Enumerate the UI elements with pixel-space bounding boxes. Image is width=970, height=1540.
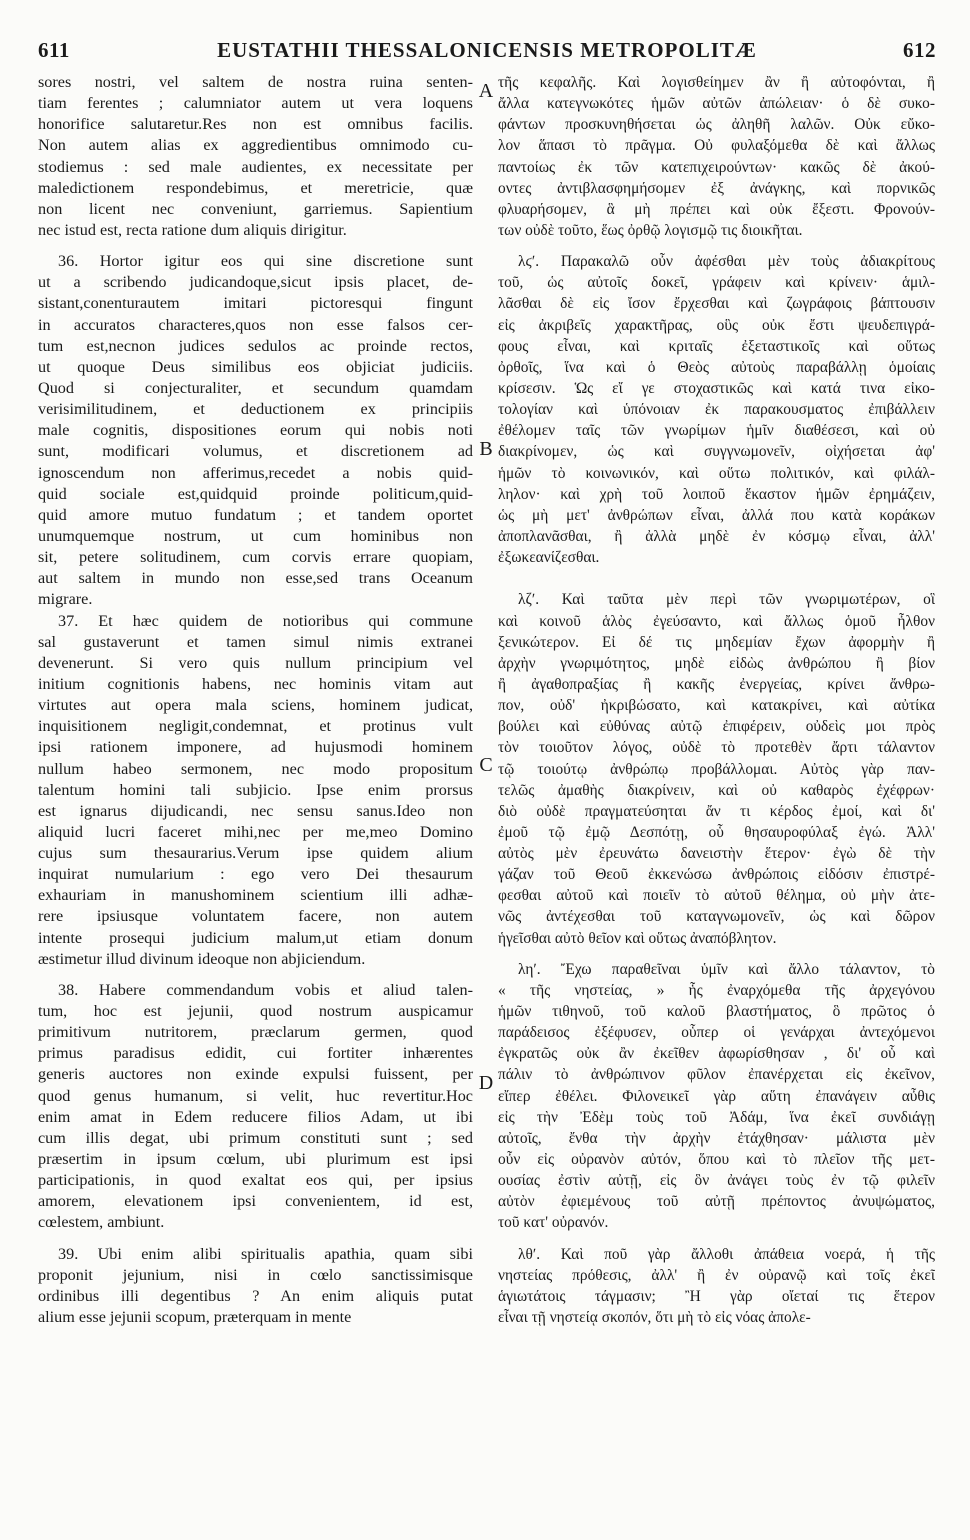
text-line: φάντων προσκυνηθήσεται ὡς ἀληθῆ λαλῶν. Οὐκ εὔκο- [498,116,935,134]
text-line: sistant,conenturautem imitari pictoresqui fingunt [38,294,473,313]
text-line: ἢ ἀγαθοπραξίας ἢ κακῆς ἐνεργείας, κρίνει ἄνθρω- [498,675,935,693]
text-line: quod genus humanum, si velit, huc revertitur.Hoc [38,1086,473,1105]
text-line: sores nostri, vel saltem de nostra ruina senten- [38,73,473,91]
text-line: λᾶσθαι δὲ εἰς ἴσον ἔρχεσθαι καὶ ζωγράφοις βάπτουσιν [498,295,935,313]
text-line: ἡμῶν τιθηνοῦ, τοῦ καλοῦ βλαστήματος, ὃ πρῶτος ὁ [498,1003,935,1021]
text-line: κρίσεσιν. Ὡς εἴ γε στοχαστικῶς καὶ κατά τινα εἰκο- [498,379,935,397]
paragraph-gap [498,241,935,251]
text-line: ληλον· καὶ χρὴ τοῦ λοιποῦ ἕκαστον ἡμῶν ἐρημάζειν, [498,485,935,503]
paragraph-gap [498,949,935,959]
text-line: honorifice salutaretur.Res non est omnibus facilis. [38,115,473,134]
text-line: « τῆς νηστείας, » ἧς ἐναρχόμεθα τῆς ἀρχεγόνου [498,981,935,999]
text-line: ἐθέλομεν ταῖς τῶν γνωρίμων ἡμῖν διαθέσεσι, καὶ οὐ [498,422,935,440]
text-line: unumquemque nostrum, ut cum hominibus non [38,526,473,545]
text-line: ληʹ. Ἔχω παραθεῖναι ὑμῖν καὶ ἄλλο τάλαντον, τὸ [518,960,935,978]
text-line: διακρίνομεν, ὡς καὶ συγγνωμονεῖν, οἰχήσεται ἀφ' [498,443,935,461]
text-line: verisimilitudinem, et deductionem ex principiis [38,400,473,419]
text-line: οντες ἀντιβλασφημήσομεν ἐξ ἀνάγκης, καὶ πορνικῶς [498,179,935,197]
text-line: enim amat in Edem reducere filios Adam, ut ibi [38,1107,473,1126]
text-line: inquirat numularium : ego vero Dei thesaurum [38,865,473,884]
text-line: sal gustaverunt et tamen simul nimis extranei [38,632,473,651]
text-line: παντοίως ἐκ τῶν κατεπιχειρούντων· κακῶς δὲ ἀκού- [498,158,935,176]
text-line: αὐτοῖς, ἔνθα τὴν ἀρχὴν ἐτάχθησαν· μάλιστα μὲν [498,1129,935,1147]
text-line: Quod si conjecturaliter, et secundum quamdam [38,378,473,397]
paragraph-gap [38,970,473,980]
text-line: βούλει καὶ εὐθύνας αὐτῷ ἐπιφέρειν, οὐδεὶς μοι πρὸς [498,718,935,736]
text-line: migrare. [38,590,93,609]
text-line: αὐτὸν ἐφιεμένους τοῦ αὐτῇ πρέποντος ἀνυψώματος, [498,1193,935,1211]
greek-column [498,72,935,1328]
text-line: 39. Ubi enim alibi spiritualis apathia, quam sibi [58,1244,473,1263]
text-line: ἀποπλανᾶσθαι, ἢ ἀλλὰ μηδὲ ἐν κόσμῳ εἶναι, ἀλλ' [498,527,935,545]
margin-marker-c: C [479,754,493,776]
text-line: λϛʹ. Παρακαλῶ οὖν ἀφέσθαι μὲν τοὺς ἀδιακρίτους [518,253,935,271]
text-line: sit, petere solitudinem, cum corvis errare quopiam, [38,548,473,567]
paragraph-gap [38,1234,473,1244]
text-line: tum est,necnon judices sedulos ac proinde rectos, [38,336,473,355]
text-line: primitivum nutritorem, præclarum germen, quod [38,1023,473,1042]
text-line: λον ἅπασι τὸ πρᾶγμα. Οὐ φυλαξόμεθα δὲ καὶ ἄλλως [498,137,935,155]
text-line: λθʹ. Καὶ ποῦ γὰρ ἄλλοθι ἀπάθεια νοερά, ἡ τῆς [518,1245,935,1263]
text-line: in accuratos characteres,quos non esse falsos cer- [38,315,473,334]
text-line: νηστείας πρόθεσις, ἀλλ' ἢ ἐν οὐρανῷ καὶ τοῖς ἐκεῖ [498,1266,935,1284]
text-line: διὸ οὐδὲ πραγματεύσηται ἄν τι κέρδος ἐμοί, καὶ δι' [498,802,935,820]
text-line: παράδεισος ἐξέφυσεν, οὗπερ οἱ γενάρχαι ἀντεχόμενοι [498,1024,935,1042]
text-line: τελῶς ἀμαθὴς διακρίνειν, καὶ οὐ καθαρὸς ἐχέφρων· [498,781,935,799]
text-line: male cognitis, dispositiones eorum qui nobis noti [38,421,473,440]
text-line: præsertim in ipsum cœlum, ubi plurimum est ipsi [38,1150,473,1169]
text-line: rere ipsiusque voluntatem facere, non autem [38,907,473,926]
text-line: ὡς μὴ μετ' ἀνθρώπων εἶναι, ἀλλά που κατὰ κοράκων [498,506,935,524]
text-line: 36. Hortor igitur eos qui sine discretione sunt [58,252,473,271]
text-line: maledictionem respondebimus, et meretricie, quæ [38,178,473,197]
text-line: ὀρθοῖς, ἵνα καὶ ὁ Θεὸς αὐτοὺς παραβάλλῃ ὁμοίαις [498,358,935,376]
text-line: εἶναι τῇ νηστείᾳ σκοπόν, ὅτι μὴ τὸ εἰς νόας ἀπολε- [498,1309,811,1327]
text-line: πον, οὐδ' ἠκριβώσατο, καὶ κατακρίνει, καὶ αὐτίκα [498,697,935,715]
text-line: æstimetur illud divinum ideoque non abjiciendum. [38,949,366,968]
text-line: ἐγκρατῶς οὐκ ἂν ἐκεῖθεν ἀφωρίσθησαν , δι' οὗ καὶ [498,1045,935,1063]
margin-marker-a: A [478,80,494,102]
text-line: φους εἶναι, καὶ κριταῖς ἐξεταστικοῖς καὶ οὕτως [498,337,935,355]
text-line: inquisitionem negligit,condemnat, et protinus vult [38,717,473,736]
text-line: τὸν τοιοῦτον λόγος, οὐδὲ τὸ προτεθὲν ἄρτι τάλαντον [498,739,935,757]
text-line: cujus sum thesaurarius.Verum ipse quidem alium [38,844,473,863]
text-line: ἐμοῦ τῷ ἐμῷ Δεσπότῃ, οὗ θησαυροφύλαξ ἐγώ. Ἀλλ' [498,823,935,841]
text-line: τῆς κεφαλῆς. Καὶ λογισθείημεν ἂν ἢ αὐτοφόνται, ἢ [498,74,935,91]
text-line: πάλιν τὸ ἀνθρώπινον φῦλον ἐπανέρχεται εἰς ἐκεῖνον, [498,1066,935,1084]
text-line: εἰς τὴν Ἐδὲμ τοὺς τοῦ Ἀδάμ, ἵνα ἐκεῖ συνδιάγῃ [498,1108,935,1126]
text-line: 38. Habere commendandum vobis et aliud talen- [58,980,473,999]
text-line: ἡμῶν τὸ κοινωνικόν, καὶ οὕτω πολιτικόν, καὶ φιλάλ- [498,464,935,482]
text-line: tum, hoc est jejunii, quod nostrum auspicamur [38,1002,473,1021]
page-number-right: 612 [903,38,936,62]
text-line: participationis, in quod exaltat eos qui, per ipsius [38,1171,473,1190]
text-line: εἰς ἀκριβεῖς χαρακτῆρας, οὓς οὐκ ἔστι ψευδεπιγρά- [498,316,935,334]
paragraph-gap [38,241,473,251]
text-line: φεσθαι αὐτοῦ καὶ ποιεῖν τὸ αὐτοῦ θέλημα, οὐ μὴν ἀτε- [498,887,935,905]
text-line: quid sociale est,quidquid proinde politicum,quid- [38,484,473,503]
paragraph-gap [498,568,935,589]
margin-marker-b: B [479,438,493,460]
text-line: stodiemus : sed male audientes, ex necessitate per [38,157,473,176]
text-line: καὶ κοινοῦ ἁλὸς ἐγεύσαντο, καὶ ἄλλως ὁμοῦ ἦλθον [498,612,935,630]
text-line: nec istud est, recta ratione dum aliquis dirigitur. [38,220,347,239]
text-line: οὖν εἰς οὐρανὸν αὐτόν, ὅπου καὶ τὸ πλεῖον τῆς μετ- [498,1151,935,1169]
running-title: EUSTATHII THESSALONICENSIS METROPOLITÆ [217,38,757,62]
text-line: initium cognitionis habens, nec hominis vitam aut [38,674,473,693]
text-line: ἀρχὴν γνωριμότητος, μηδὲ εἰδὼς ἀνθρώπου ἢ βίον [498,654,935,672]
text-line: τοῦ, ὡς αὐτοῖς δοκεῖ, γράφειν καὶ κρίνειν· ἁμιλ- [498,274,935,292]
paragraph-gap [498,1234,935,1244]
text-line: φλυαρήσομεν, ἃ μὴ πρέπει καὶ οὐκ ἔξεστι. Φρονούν- [498,200,935,218]
text-line: λζʹ. Καὶ ταῦτα μὲν περὶ τῶν γνωριμωτέρων, οἳ [518,591,935,609]
text-line: εἴπερ ἐθέλει. Φιλονεικεῖ γὰρ αὕτη ἐπανάγειν αὖθις [498,1087,935,1105]
text-line: Non autem alias ex aggredientibus omnimodo cu- [38,136,473,155]
text-line: ουσίας ἐστὶν αὐτῇ, εἰς ὃν ἀνάγει τοὺς ἐν τῷ φιλεῖν [498,1172,935,1190]
text-line: generis auctores non exinde expulsi fuissent, per [38,1065,473,1084]
margin-marker-d: D [478,1072,494,1094]
text-line: aliquid lucri faceret mihi,nec per me,meo Domino [38,822,473,841]
text-line: αὐτὸς μὲν ἐρευνάτω δανειστὴν ἕτερον· ἐγὼ δὲ τὴν [498,845,935,863]
text-line: νῶς ἀντέχεσθαι τοῦ καταγνωμονεῖν, ὡς καὶ δῶρον [498,908,935,926]
page-number-left: 611 [38,38,70,62]
latin-column [38,72,473,1328]
text-line: τολογίαν καὶ ὑπόνοιαν ἐκ παρακουσματος ἐπιβάλλειν [498,401,935,419]
page-header [38,30,936,64]
text-line: ἁγιωτάτοις τάγμασιν; Ἢ γὰρ οἴεταί τις ἕτερον [498,1287,935,1305]
text-line: nullum habeo sermonem, nec modo propositum [38,759,473,778]
text-line: cœlestem, ambiunt. [38,1213,165,1232]
text-line: 37. Et hæc quidem de notioribus qui commune [58,611,473,630]
text-line: intente prosequi judicium malum,ut etiam donum [38,928,473,947]
text-line: quid amore mutuo fundatum ; et tandem oportet [38,505,473,524]
text-line: ordinibus illi degentibus ? An enim aliquis putat [38,1286,473,1305]
text-line: aut saltem in mundo non esse,sed trans Oceanum [38,569,473,588]
text-line: ipsi rationem imponere, ad hujusmodi hominem [38,738,473,757]
text-line: ξενικώτερον. Εἰ δέ τις μηδεμίαν ἔχων ἀφορμὴν ἢ [498,633,935,651]
text-line: proponit jejunium, nisi in cœlo sanctissimisque [38,1265,473,1284]
text-line: τῷ τοιούτῳ ἀνθρώπῳ προβάλλομαι. Αὐτὸς γὰρ παν- [498,760,935,778]
text-line: ignoscendum non afferimus,recedet a nobis quid- [38,463,473,482]
text-line: των οὐδὲ τοῦτο, ἕως ὀρθῷ λογισμῷ τις διοικῆται. [498,221,803,239]
text-line: virtutes aut opera mala sciens, hominem judicat, [38,696,473,715]
text-line: non licent nec conveniunt, garriemus. Sapientium [38,199,473,218]
text-line: ἡγεῖσθαι αὐτὸ θεῖον καὶ οὕτως ἀναπόβλητον. [498,929,777,947]
text-line: sunt, modificari volumus, et discretionem ad [38,442,473,461]
text-line: amorem, elevationem ipsi convenientem, id est, [38,1192,473,1211]
text-line: cum illis degat, ubi primum constituti sunt ; sed [38,1128,473,1147]
text-line: τοῦ κατ' οὐρανόν. [498,1214,609,1232]
text-line: ἐξωκεανίζεσθαι. [498,549,600,567]
text-line: talentum homini tali subjicio. Ipse enim prorsus [38,780,473,799]
text-line: ut quoque Deus similibus eos objiciat judiciis. [38,357,473,376]
text-line: est ignarus dijudicandi, nec sensu sanus.Ideo non [38,801,473,820]
text-line: devenerunt. Si vero quis nullum principium vel [38,653,473,672]
text-line: ut a scribendo judicandoque,sicut ipsis placet, de- [38,273,473,292]
text-line: exhauriam in manushominem scientium illi adhæ- [38,886,473,905]
text-line: γάζαν τοῦ Θεοῦ ἐκκενώσω ἀνθρώποις εἰδόσιν ἐπιστρέ- [498,866,935,884]
text-line: ἄλλα κατεγνωκότες ἡμῶν αὐτῶν ἀπώλειαν· ὁ δὲ συκο- [498,95,935,113]
text-line: primus paradisus edidit, cui fortiter inhærentes [38,1044,473,1063]
text-line: tiam ferentes ; calumniator autem ut vera loquens [38,94,473,113]
text-line: alium esse jejunii scopum, præterquam in mente [38,1308,352,1327]
